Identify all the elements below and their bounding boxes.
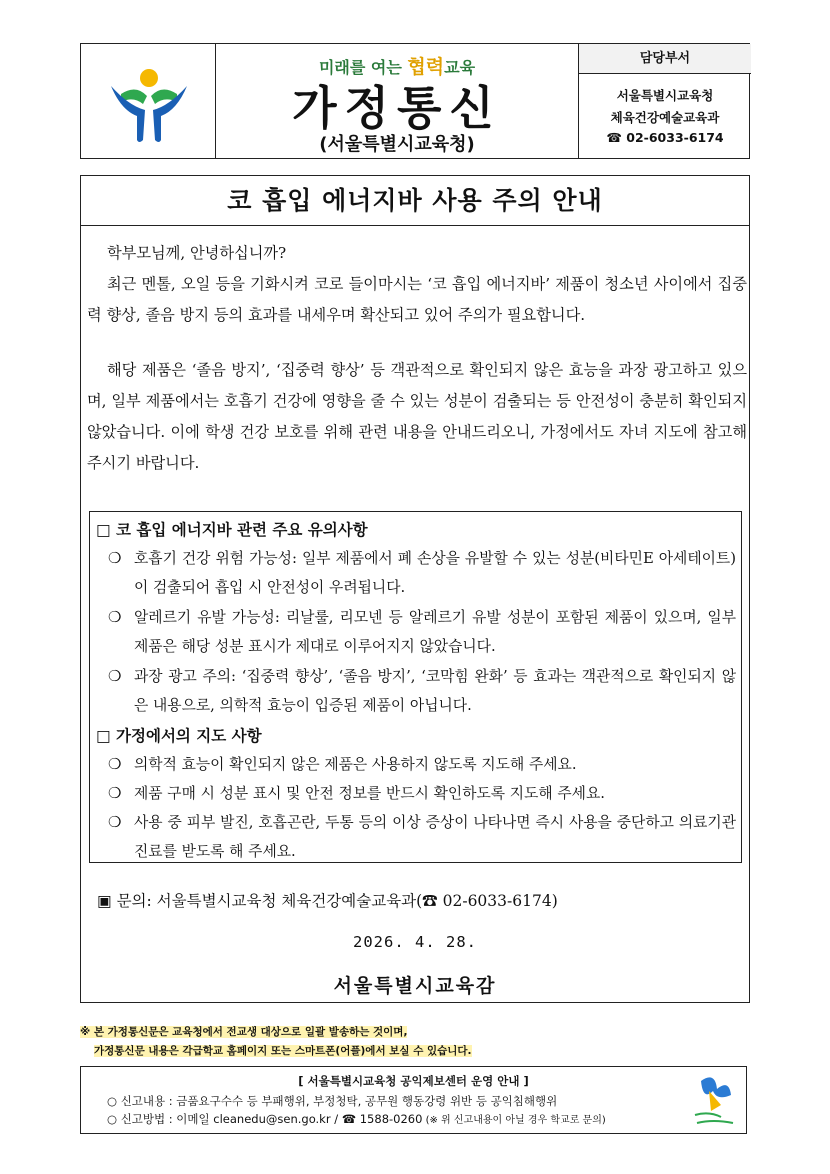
department-org: 서울특별시교육청 [616, 88, 714, 103]
list-item: ❍ 알레르기 유발 가능성: 리날룰, 리모넨 등 알레르기 유발 성분이 포함된 제품이 있으며, 일부 제품은 해당 성분 표시가 제대로 이루어지지 않았습니다. [108, 603, 736, 661]
clean-education-mascot-icon [687, 1071, 743, 1129]
paragraph-2: 해당 제품은 ‘졸음 방지’, ‘집중력 향상’ 등 객관적으로 확인되지 않은 효능을 과장 광고하고 있으며, 일부 제품에서는 호흡기 건강에 영향을 줄 수 있는 성분이 검출되는 등 안전성이 충분히 확인되지 않았습니다. 이에 학생 건강 보호를 위해 관련 내용을 안내드리오니, 가정에서도 자녀 지도에 참고해 주시기 바랍니다. [87, 361, 747, 472]
title-cell [216, 44, 578, 158]
section-heading: □ 코 흡입 에너지바 관련 주요 유의사항 [96, 520, 368, 539]
circle-bullet-icon: ❍ [108, 814, 122, 831]
list-item: ❍ 의학적 효능이 확인되지 않은 제품은 사용하지 않도록 지도해 주세요. [108, 750, 736, 779]
section-heading: □ 가정에서의 지도 사항 [96, 726, 262, 745]
list-item: ❍ 과장 광고 주의: ‘집중력 향상’, ‘졸음 방지’, ‘코막힘 완화’ 등 효과는 객관적으로 확인되지 않은 내용으로, 의학적 효능이 입증된 제품이 아닙니다. [108, 662, 736, 720]
paragraph-1: 최근 멘톨, 오일 등을 기화시켜 코로 들이마시는 ‘코 흡입 에너지바’ 제품이 청소년 사이에서 집중력 향상, 졸음 방지 등의 효과를 내세우며 확산되고 있어 주의가 필요합니다. [87, 275, 747, 324]
department-label: 담당부서 [579, 44, 751, 74]
document-title: 코 흡입 에너지바 사용 주의 안내 [81, 176, 749, 226]
issue-date: 2026. 4. 28. [353, 933, 477, 951]
department-name: 체육건강예술교육과 [610, 110, 720, 125]
report-content-line: ○ 신고내용 : 금품요구수수 등 부패행위, 부정청탁, 공무원 행동강령 위반 등 공익침해행위 [107, 1094, 558, 1108]
newsletter-subtitle: (서울특별시교육청) [319, 134, 475, 155]
slogan: 미래를 여는 협력교육 [318, 56, 476, 78]
circle-bullet-icon: ❍ [108, 785, 122, 802]
list-item: ❍ 사용 중 피부 발진, 호흡곤란, 두통 등의 이상 증상이 나타나면 즉시 사용을 중단하고 의료기관 진료를 받도록 해 주세요. [108, 808, 736, 866]
department-phone: ☎ 02-6033-6174 [606, 130, 724, 145]
circle-bullet-icon: ❍ [108, 756, 122, 773]
report-method-line: ○ 신고방법 : 이메일 cleanedu@sen.go.kr / ☎ 1588-0260 (※ 위 신고내용이 아닐 경우 학교로 문의) [107, 1112, 606, 1126]
seoul-education-logo-icon [81, 44, 216, 157]
signer: 서울특별시교육감 [333, 975, 497, 997]
list-item: ❍ 호흡기 건강 위험 가능성: 일부 제품에서 폐 손상을 유발할 수 있는 성분(비타민E 아세테이트)이 검출되어 흡입 시 안전성이 우려됩니다. [108, 544, 736, 602]
contact-line: ▣ 문의: 서울특별시교육청 체육건강예술교육과(☎ 02-6033-6174) [97, 892, 558, 910]
circle-bullet-icon: ❍ [108, 609, 122, 626]
newsletter-title: 가정통신 [292, 81, 502, 135]
header-table [80, 43, 750, 159]
notice-body [80, 175, 750, 1003]
greeting: 학부모님께, 안녕하십니까? [107, 244, 287, 262]
logo-cell [81, 44, 216, 158]
whistleblower-title: [ 서울특별시교육청 공익제보센터 운영 안내 ] [298, 1074, 529, 1088]
list-item: ❍ 제품 구매 시 성분 표시 및 안전 정보를 반드시 확인하도록 지도해 주세요. [108, 779, 736, 808]
whistleblower-box [80, 1066, 747, 1134]
guidance-box [89, 511, 742, 863]
circle-bullet-icon: ❍ [108, 550, 122, 567]
footnote-line-1: ※ 본 가정통신문은 교육청에서 전교생 대상으로 일괄 발송하는 것이며, [80, 1026, 408, 1038]
footnote-line-2: 가정통신문 내용은 각급학교 홈페이지 또는 스마트폰(어플)에서 보실 수 있습니다. [94, 1045, 472, 1057]
department-cell [578, 44, 751, 158]
circle-bullet-icon: ❍ [108, 668, 122, 685]
